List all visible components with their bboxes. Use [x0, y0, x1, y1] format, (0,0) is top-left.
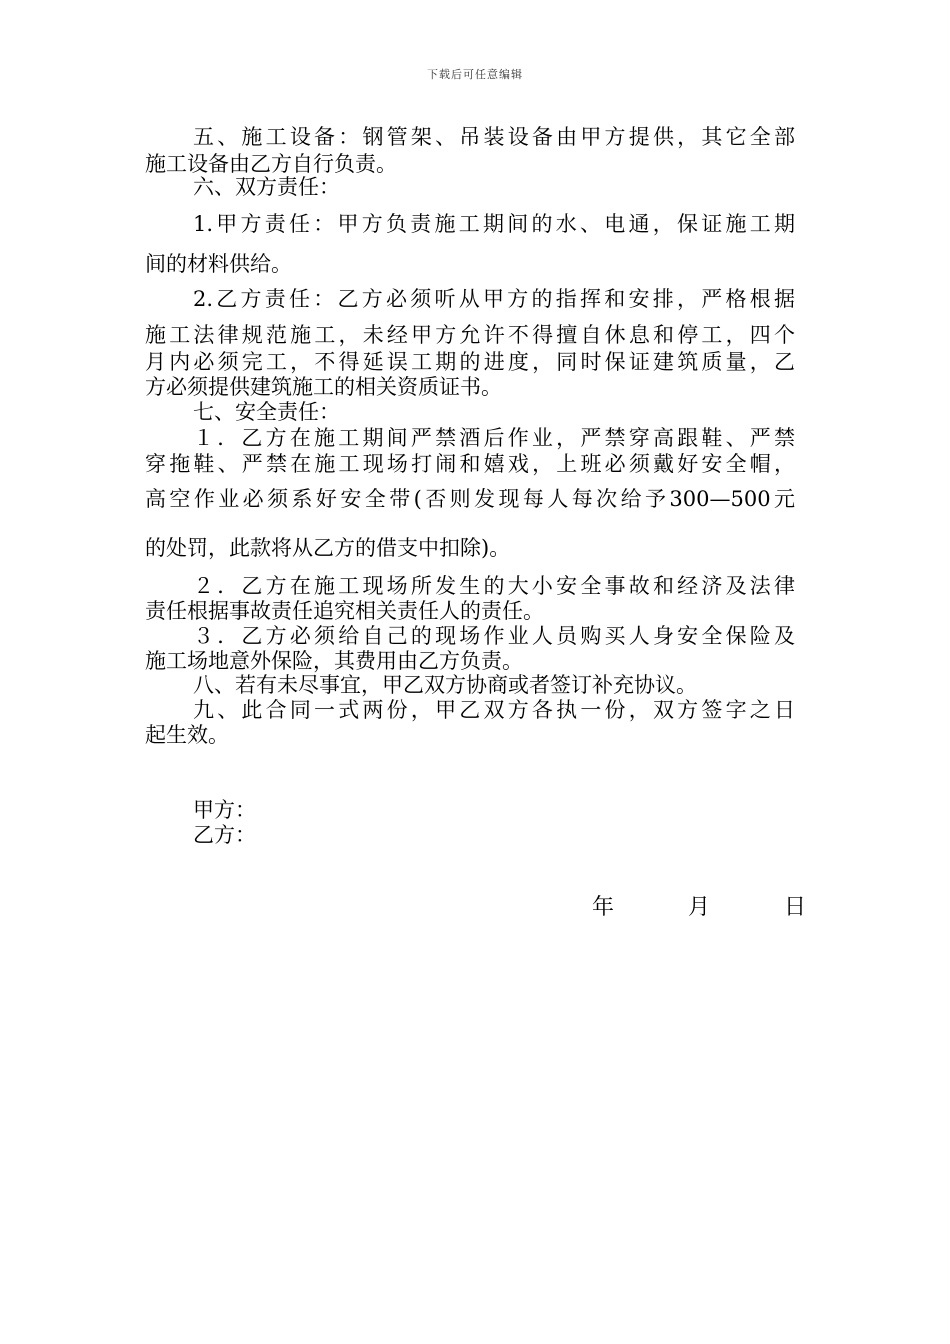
clause-5-line-1: 五、施工设备：钢管架、吊装设备由甲方提供，其它全部: [193, 125, 795, 149]
clause-7-3-line-2: 施工场地意外保险，其费用由乙方负责。: [145, 649, 523, 673]
clause-9-line-1: 九、此合同一式两份，甲乙双方各执一份，双方签字之日: [193, 698, 795, 722]
clause-7-1-line-4: 的处罚，此款将从乙方的借支中扣除)。: [145, 536, 511, 560]
clause-6-2-line-1: 2.乙方责任：乙方必须听从甲方的指挥和安排，严格根据: [193, 287, 795, 311]
clause-5-line-2: 施工设备由乙方自行负责。: [145, 152, 397, 176]
clause-7-2-line-2: 责任根据事故责任追究相关责任人的责任。: [145, 599, 544, 623]
clause-7-heading: 七、安全责任：: [193, 400, 340, 424]
clause-7-1-line-1: １．乙方在施工期间严禁酒后作业，严禁穿高跟鞋、严禁: [193, 426, 795, 450]
day-label: 日: [783, 895, 806, 920]
clause-7-3-line-1: ３．乙方必须给自己的现场作业人员购买人身安全保险及: [193, 624, 795, 648]
clause-7-1-line-3: 高空作业必须系好安全带(否则发现每人每次给予300—500元: [145, 487, 795, 511]
clause-6-2-line-4: 方必须提供建筑施工的相关资质证书。: [145, 375, 502, 399]
clause-6-1-line-2: 间的材料供给。: [145, 252, 292, 276]
clause-6-2-line-2: 施工法律规范施工，未经甲方允许不得擅自休息和停工，四个: [145, 323, 795, 347]
page-header-note: 下载后可任意编辑: [427, 68, 523, 81]
clause-6-heading: 六、双方责任：: [193, 175, 340, 199]
clause-6-2-line-3: 月内必须完工，不得延误工期的进度，同时保证建筑质量，乙: [145, 350, 795, 374]
clause-7-1-line-2: 穿拖鞋、严禁在施工现场打闹和嬉戏，上班必须戴好安全帽，: [145, 452, 795, 476]
clause-9-line-2: 起生效。: [145, 723, 229, 747]
date-line: [592, 894, 806, 922]
party-b-label: 乙方：: [193, 823, 256, 847]
clause-8: 八、若有未尽事宜，甲乙双方协商或者签订补充协议。: [193, 673, 697, 697]
party-a-label: 甲方：: [193, 798, 256, 822]
month-label: 月: [687, 895, 710, 920]
clause-7-2-line-1: ２．乙方在施工现场所发生的大小安全事故和经济及法律: [193, 574, 795, 598]
year-label: 年: [592, 895, 615, 920]
clause-6-1-line-1: 1.甲方责任：甲方负责施工期间的水、电通，保证施工期: [193, 212, 795, 236]
